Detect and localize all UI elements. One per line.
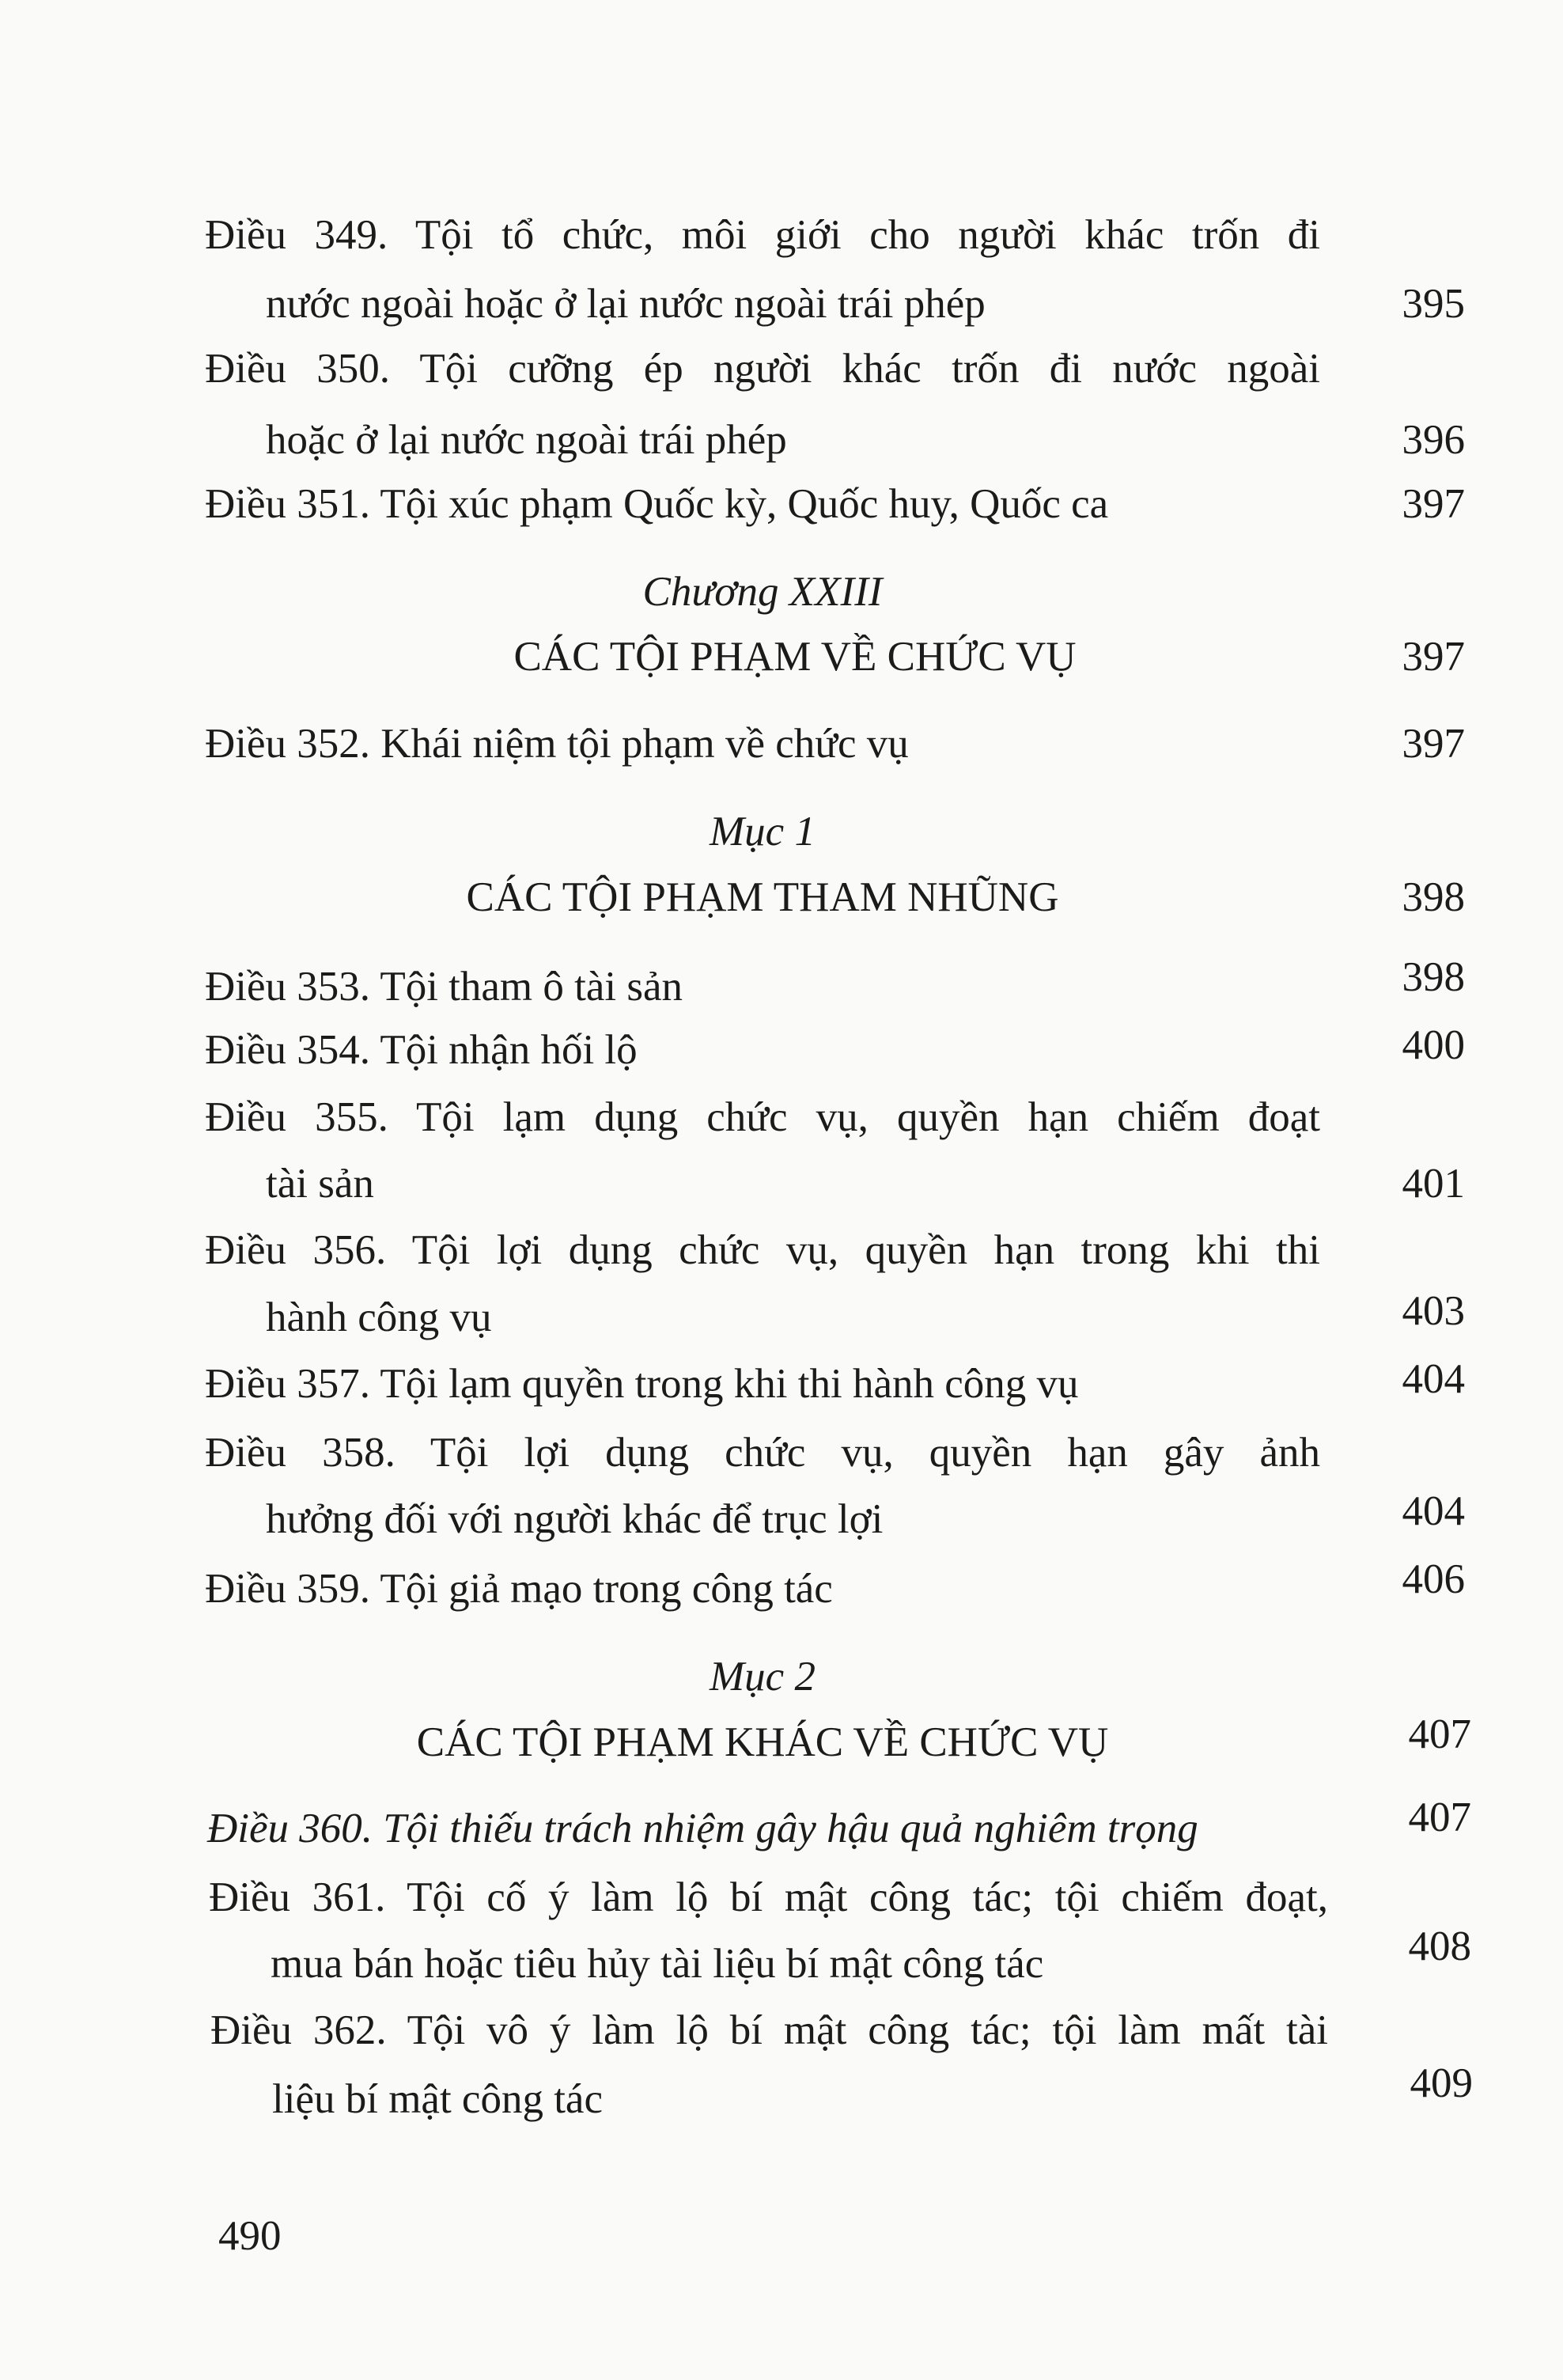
entry-line: Điều 350. Tội cưỡng ép người khác trốn đi nước ngoài — [205, 346, 1320, 392]
entry-page: 407 — [1408, 1711, 1471, 1757]
entry-line: liệu bí mật công tác — [272, 2076, 603, 2122]
entry-page: 395 — [1402, 281, 1465, 327]
chapter-label: Chương XXIII — [642, 569, 883, 615]
entry-page: 398 — [1402, 954, 1465, 1000]
chapter-title: CÁC TỘI PHẠM VỀ CHỨC VỤ — [513, 634, 1077, 680]
section-title: CÁC TỘI PHẠM THAM NHŨNG — [466, 874, 1059, 920]
section-title: CÁC TỘI PHẠM KHÁC VỀ CHỨC VỤ — [416, 1719, 1109, 1765]
section-label: Mục 2 — [710, 1654, 816, 1700]
entry-line: Điều 355. Tội lạm dụng chức vụ, quyền hạn chiếm đoạt — [205, 1094, 1320, 1140]
entry-line: hoặc ở lại nước ngoài trái phép — [266, 417, 787, 463]
entry-line: Điều 352. Khái niệm tội phạm về chức vụ — [205, 721, 909, 767]
entry-page: 400 — [1402, 1022, 1465, 1068]
entry-line: Điều 360. Tội thiếu trách nhiệm gây hậu quả nghiêm trọng — [207, 1806, 1198, 1851]
entry-line: Điều 353. Tội tham ô tài sản — [205, 964, 683, 1010]
entry-line: Điều 358. Tội lợi dụng chức vụ, quyền hạn gây ảnh — [205, 1430, 1320, 1476]
entry-line: Điều 354. Tội nhận hối lộ — [205, 1027, 638, 1073]
entry-page: 397 — [1402, 481, 1465, 527]
entry-line: Điều 351. Tội xúc phạm Quốc kỳ, Quốc huy, Quốc ca — [205, 481, 1109, 527]
entry-line: hành công vụ — [266, 1294, 492, 1340]
entry-page: 408 — [1408, 1923, 1471, 1969]
entry-page: 404 — [1402, 1488, 1465, 1534]
entry-page: 396 — [1402, 417, 1465, 463]
entry-line: Điều 359. Tội giả mạo trong công tác — [205, 1566, 833, 1612]
entry-line: nước ngoài hoặc ở lại nước ngoài trái phép — [266, 281, 986, 327]
page-number: 490 — [218, 2213, 282, 2259]
entry-line: mua bán hoặc tiêu hủy tài liệu bí mật công tác — [271, 1941, 1044, 1987]
entry-page: 401 — [1402, 1161, 1465, 1207]
entry-page: 403 — [1402, 1288, 1465, 1334]
entry-line: Điều 349. Tội tổ chức, môi giới cho người khác trốn đi — [205, 212, 1320, 258]
entry-line: Điều 356. Tội lợi dụng chức vụ, quyền hạn trong khi thi — [205, 1227, 1320, 1273]
section-label: Mục 1 — [710, 809, 816, 855]
entry-line: Điều 361. Tội cố ý làm lộ bí mật công tác; tội chiếm đoạt, — [209, 1874, 1328, 1920]
entry-page: 409 — [1410, 2060, 1473, 2106]
entry-page: 404 — [1402, 1356, 1465, 1402]
entry-page: 398 — [1402, 874, 1465, 920]
entry-line: Điều 357. Tội lạm quyền trong khi thi hành công vụ — [205, 1361, 1079, 1407]
entry-line: tài sản — [266, 1161, 374, 1207]
entry-page: 397 — [1402, 721, 1465, 767]
entry-page: 407 — [1408, 1794, 1471, 1840]
entry-page: 406 — [1402, 1556, 1465, 1602]
entry-page: 397 — [1402, 634, 1465, 680]
entry-line: Điều 362. Tội vô ý làm lộ bí mật công tác; tội làm mất tài — [210, 2007, 1328, 2053]
entry-line: hưởng đối với người khác để trục lợi — [266, 1496, 884, 1542]
